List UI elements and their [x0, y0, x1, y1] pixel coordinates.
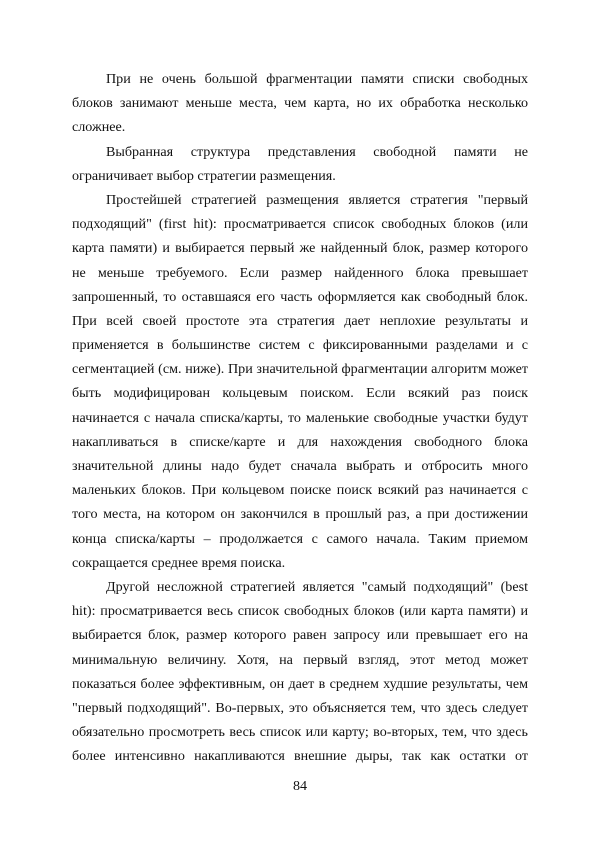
text-line: hit): просматривается весь список свободных блоков (или карта памяти) и	[72, 603, 528, 620]
body-text	[72, 67, 528, 768]
text-line: карта памяти) и выбирается первый же найденный блок, размер которого	[72, 240, 528, 257]
text-line: быть модифицирован кольцевым поиском. Если всякий раз поиск	[72, 385, 528, 402]
text-line: ограничивает выбор стратегии размещения.	[72, 167, 336, 184]
text-line: более интенсивно накапливаются внешние дыры, так как остатки от	[72, 748, 528, 765]
text-line: Другой несложной стратегией является "самый подходящий" (best	[106, 578, 528, 595]
text-line: применяется в большинстве систем с фиксированными разделами и с	[72, 337, 528, 354]
text-line: сокращается среднее время поиска.	[72, 554, 286, 571]
text-line: выбирается блок, размер которого равен запросу или превышает его на	[72, 627, 528, 644]
text-line: конца списка/карты – продолжается с самого начала. Таким приемом	[72, 530, 528, 547]
text-line: накапливаться в списке/карте и для нахождения свободного блока	[72, 433, 528, 450]
text-line: минимальную величину. Хотя, на первый взгляд, этот метод может	[72, 651, 528, 668]
text-line: подходящий" (first hit): просматривается список свободных блоков (или	[72, 216, 528, 233]
text-line: обязательно просмотреть весь список или карту; во-вторых, тем, что здесь	[72, 724, 528, 741]
text-line: маленьких блоков. При кольцевом поиске поиск всякий раз начинается с	[72, 482, 528, 499]
text-line: показаться более эффективным, он дает в среднем худшие результаты, чем	[72, 675, 528, 692]
text-line: не меньше требуемого. Если размер найденного блока превышает	[72, 264, 528, 281]
text-line: запрошенный, то оставшаяся его часть оформляется как свободный блок.	[72, 288, 528, 305]
text-line: При не очень большой фрагментации памяти списки свободных	[106, 71, 528, 87]
text-line: значительной длины надо будет сначала выбрать и отбросить много	[72, 458, 528, 474]
text-line: "первый подходящий". Во-первых, это объясняется тем, что здесь следует	[72, 699, 528, 716]
text-line: того места, на котором он закончился в прошлый раз, а при достижении	[72, 506, 528, 523]
paragraph-1	[72, 67, 528, 140]
text-line: При всей своей простоте эта стратегия дает неплохие результаты и	[72, 312, 528, 329]
text-line: Простейшей стратегией размещения является стратегия "первый	[106, 191, 528, 208]
text-line: начинается с начала списка/карты, то маленькие свободные участки будут	[72, 409, 528, 426]
paragraph-2	[72, 140, 528, 188]
paragraph-3	[72, 188, 528, 575]
text-line: сегментацией (см. ниже). При значительной фрагментации алгоритм может	[72, 361, 528, 378]
text-line: блоков занимают меньше места, чем карта, но их обработка несколько	[72, 95, 528, 112]
paragraph-4	[72, 575, 528, 769]
text-line: сложнее.	[72, 119, 126, 136]
text-line: Выбранная структура представления свободной памяти не	[106, 143, 528, 160]
page-number: 84	[292, 778, 308, 794]
